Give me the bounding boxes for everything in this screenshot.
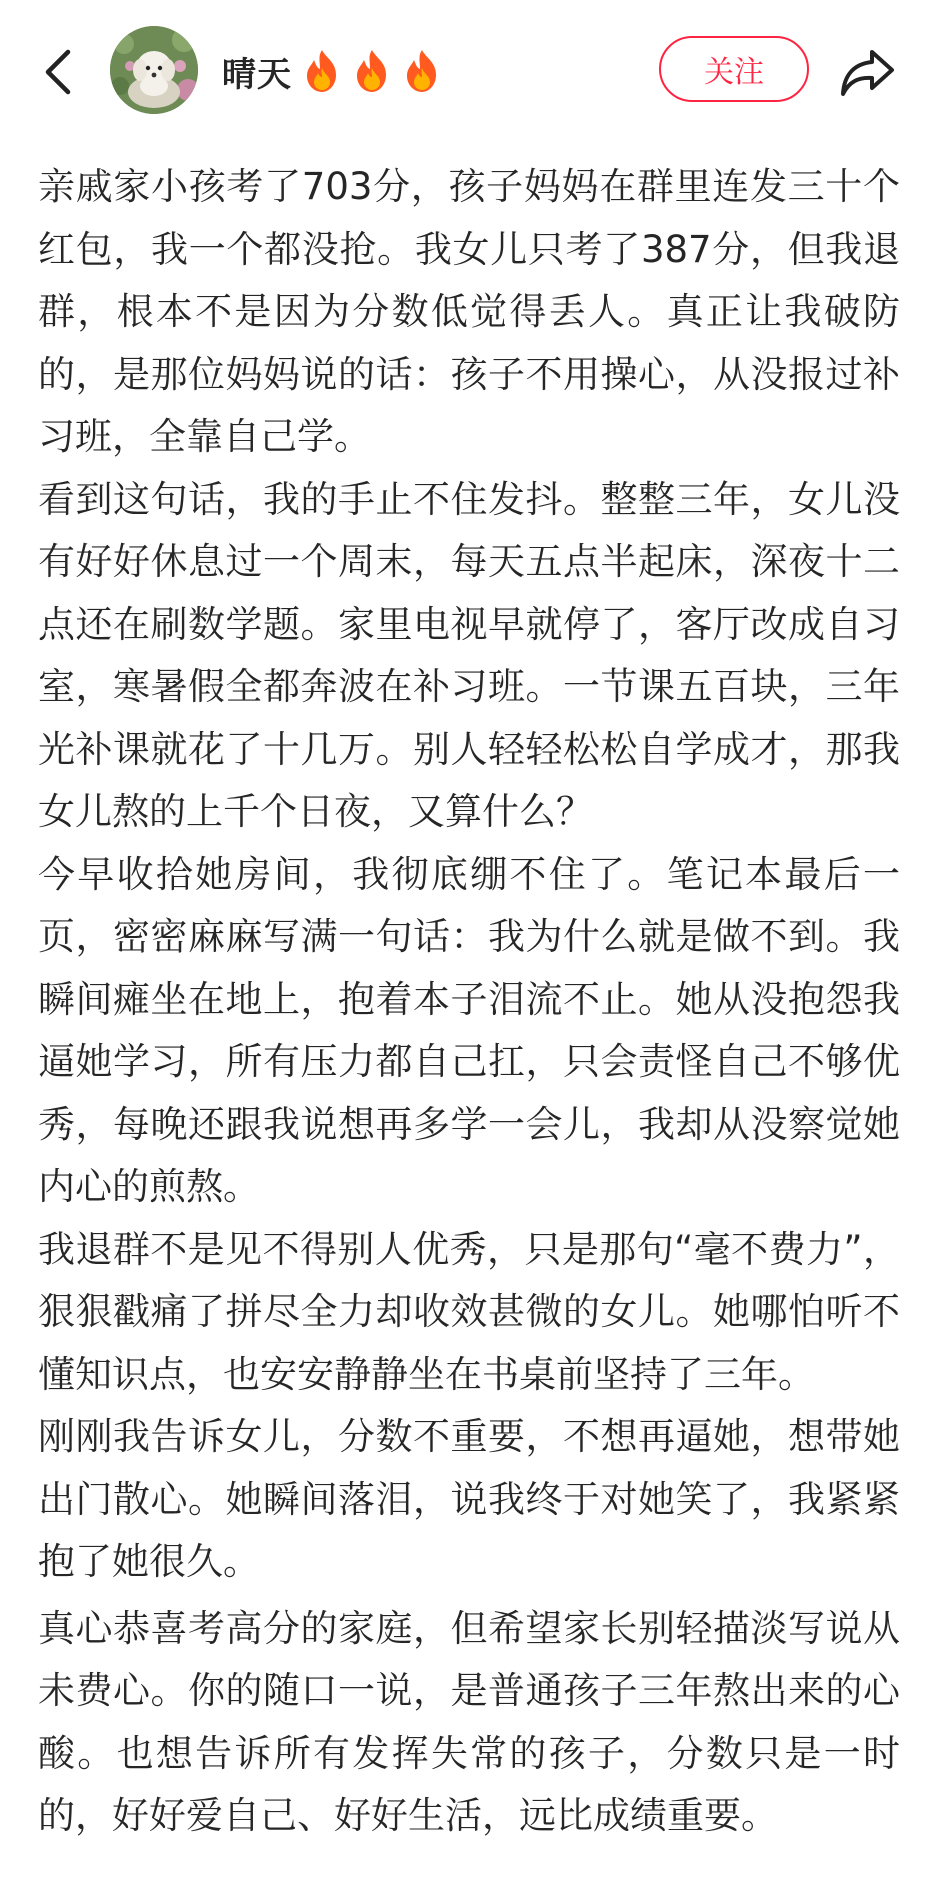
fire-icon: [300, 48, 344, 94]
share-button[interactable]: [838, 44, 898, 100]
follow-button[interactable]: 关注: [659, 36, 809, 102]
username[interactable]: 晴天: [222, 54, 292, 95]
post-paragraph: 亲戚家小孩考了703分，孩子妈妈在群里连发三十个红包，我一个都没抢。我女儿只考了387分，但我退群，根本不是因为分数低觉得丢人。真正让我破防的，是那位妈妈说的话：孩子不用操心，从没报过补习班，全靠自己学。: [38, 165, 900, 458]
post-paragraph: 真心恭喜考高分的家庭，但希望家长别轻描淡写说从未费心。你的随口一说，是普通孩子三年熬出来的心酸。也想告诉所有发挥失常的孩子，分数只是一时的，好好爱自己、好好生活，远比成绩重要。: [38, 1606, 900, 1837]
post-paragraph: 刚刚我告诉女儿，分数不重要，不想再逼她，想带她出门散心。她瞬间落泪，说我终于对她笑了，我紧紧抱了她很久。: [38, 1415, 900, 1583]
post-paragraph: 我退群不是见不得别人优秀，只是那句“毫不费力”，狠狠戳痛了拼尽全力却收效甚微的女儿。她哪怕听不懂知识点，也安安静静坐在书桌前坚持了三年。: [38, 1227, 900, 1396]
chevron-left-icon: [38, 42, 82, 102]
top-bar: [0, 0, 936, 140]
fire-icon: [350, 48, 394, 94]
post-paragraph: 今早收拾她房间，我彻底绷不住了。笔记本最后一页，密密麻麻写满一句话：我为什么就是做不到。我瞬间瘫坐在地上，抱着本子泪流不止。她从没抱怨我逼她学习，所有压力都自己扛，只会责怪自己不够优秀，每晚还跟我说想再多学一会儿，我却从没察觉她内心的煎熬。: [38, 852, 900, 1208]
dog-avatar-icon: [110, 26, 198, 114]
avatar[interactable]: [110, 26, 198, 114]
post-body: [38, 156, 900, 1848]
share-arrow-icon: [838, 44, 898, 100]
fire-icon: [400, 48, 444, 94]
back-button[interactable]: [38, 42, 82, 102]
user-info: [222, 46, 450, 96]
user-badges: [300, 48, 450, 94]
post-paragraph: 看到这句话，我的手止不住发抖。整整三年，女儿没有好好休息过一个周末，每天五点半起床，深夜十二点还在刷数学题。家里电视早就停了，客厅改成自习室，寒暑假全都奔波在补习班。一节课五百块，三年光补课就花了十几万。别人轻轻松松自学成才，那我女儿熬的上千个日夜，又算什么？: [38, 477, 900, 833]
